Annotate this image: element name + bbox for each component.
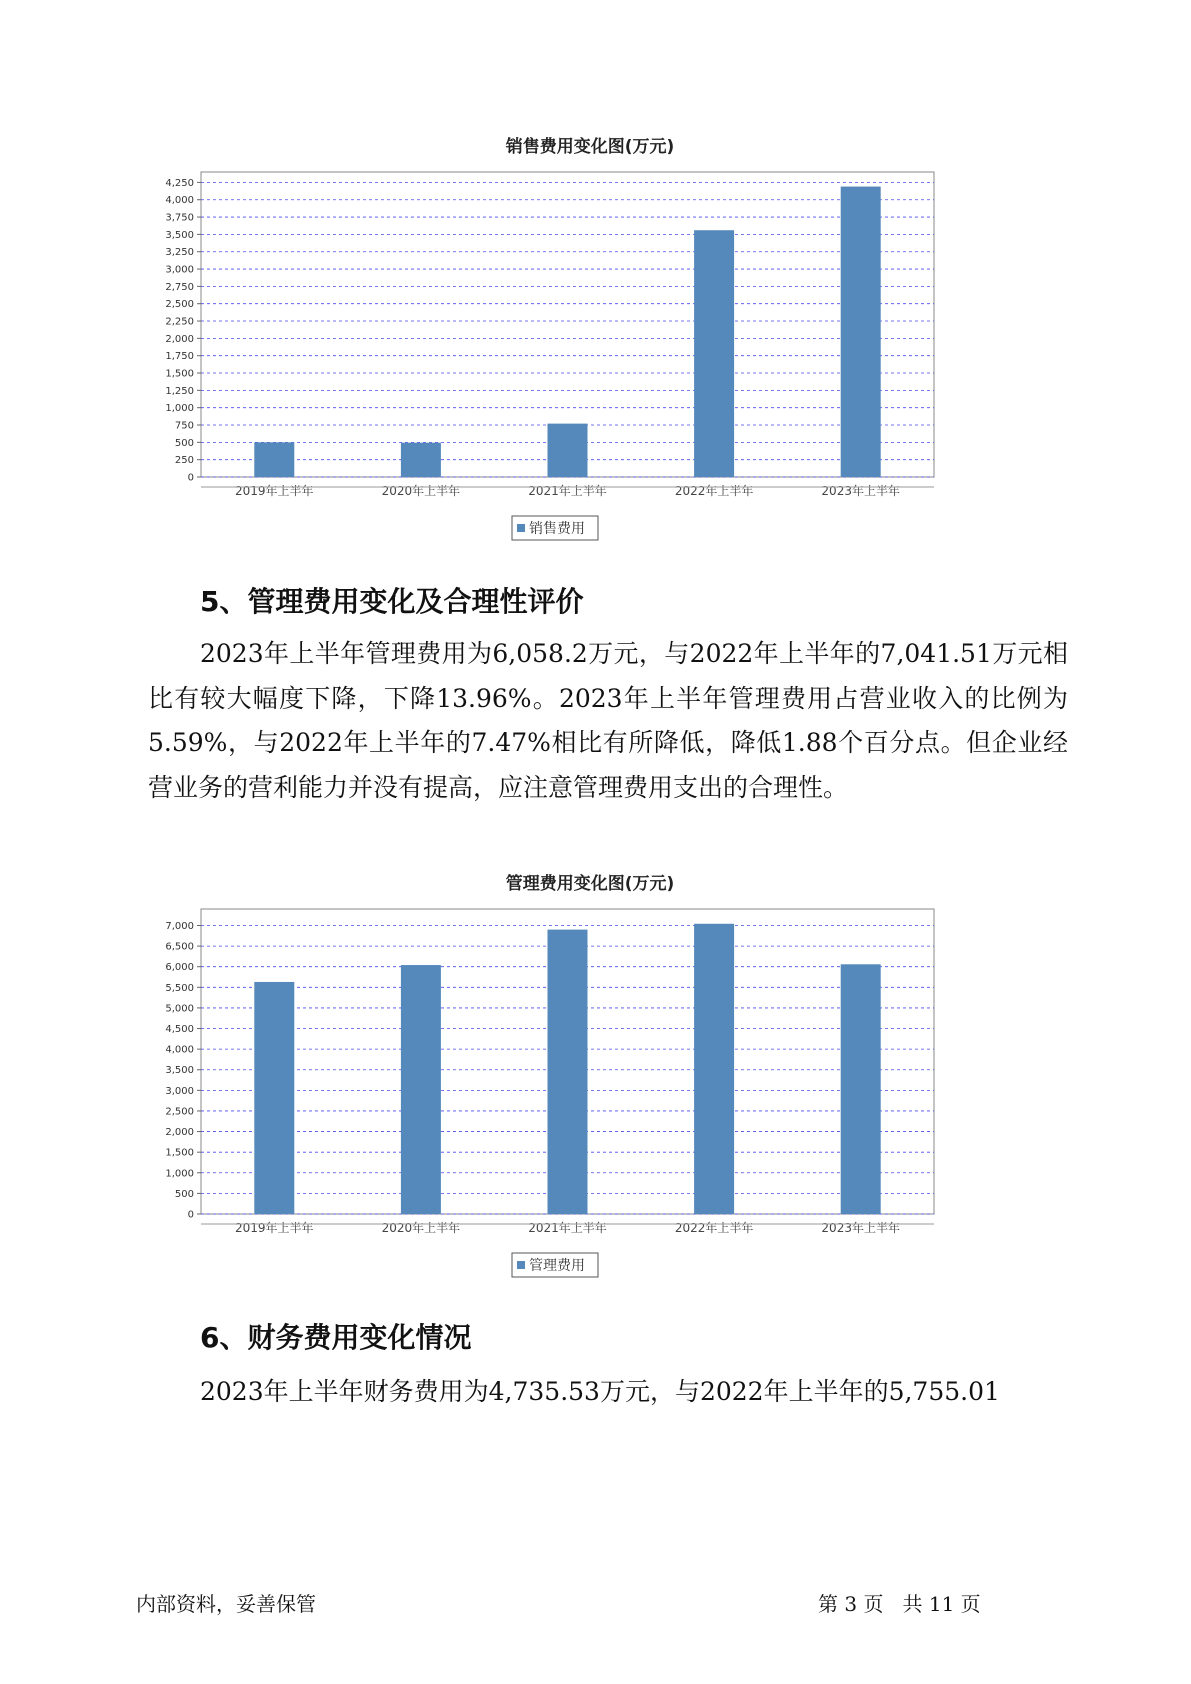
x-tick-label: 2023年上半年 <box>821 484 900 498</box>
y-tick-label: 4,250 <box>165 177 194 189</box>
paragraph-5-text: 2023年上半年管理费用为6,058.2万元，与2022年上半年的7,041.51万元相比有较大幅度下降，下降13.96%。2023年上半年管理费用占营业收入的比例为5.59%，与2022年上半年的7.47%相比有所降低，降低1.88个百分点。但企业经营业务的营利能力并没有提高，应注意管理费用支出的合理性。 <box>148 639 1068 802</box>
chart-title: 管理费用变化图(万元) <box>505 874 675 894</box>
y-tick-label: 1,500 <box>165 368 194 380</box>
y-tick-label: 1,000 <box>165 403 194 415</box>
y-tick-label: 1,750 <box>165 351 194 363</box>
chart-title: 销售费用变化图(万元) <box>505 137 675 157</box>
section-heading-6: 6、财务费用变化情况 <box>200 1321 472 1354</box>
legend-swatch <box>517 1261 525 1269</box>
y-tick-label: 3,500 <box>165 229 194 241</box>
legend-swatch <box>517 524 525 532</box>
x-tick-label: 2022年上半年 <box>674 1221 754 1235</box>
x-tick-label: 2023年上半年 <box>821 1221 900 1235</box>
bar <box>841 187 881 477</box>
y-tick-label: 3,750 <box>165 212 194 224</box>
y-tick-label: 6,500 <box>165 941 194 953</box>
y-tick-label: 0 <box>187 1209 194 1221</box>
y-tick-label: 5,500 <box>165 982 194 994</box>
x-tick-label: 2022年上半年 <box>674 484 754 498</box>
y-tick-label: 500 <box>174 1188 194 1200</box>
x-tick-label: 2020年上半年 <box>381 1221 461 1235</box>
y-tick-label: 7,000 <box>165 920 194 932</box>
y-tick-label: 5,000 <box>165 1003 194 1015</box>
y-tick-label: 1,250 <box>165 385 194 397</box>
y-tick-label: 250 <box>174 455 194 467</box>
bar <box>254 982 294 1214</box>
y-tick-label: 1,000 <box>165 1168 194 1180</box>
y-tick-label: 750 <box>174 420 194 432</box>
x-tick-label: 2019年上半年 <box>235 484 314 498</box>
y-tick-label: 4,500 <box>165 1024 194 1036</box>
y-tick-label: 1,500 <box>165 1147 194 1159</box>
y-tick-label: 3,000 <box>165 264 194 276</box>
bar <box>548 424 588 477</box>
x-tick-label: 2021年上半年 <box>528 484 607 498</box>
y-tick-label: 2,250 <box>165 316 194 328</box>
y-tick-label: 2,000 <box>165 1127 194 1139</box>
bar <box>694 924 734 1214</box>
bar <box>694 230 734 477</box>
paragraph-6 <box>148 1370 1068 1415</box>
y-tick-label: 2,500 <box>165 1106 194 1118</box>
admin-expense-chart-svg <box>140 867 1040 1287</box>
bar <box>401 965 441 1214</box>
y-tick-label: 3,000 <box>165 1085 194 1097</box>
x-tick-label: 2021年上半年 <box>528 1221 607 1235</box>
y-tick-label: 500 <box>174 437 194 449</box>
y-tick-label: 2,000 <box>165 333 194 345</box>
y-tick-label: 3,250 <box>165 247 194 259</box>
paragraph-5 <box>148 632 1068 810</box>
section-heading-5: 5、管理费用变化及合理性评价 <box>200 585 584 618</box>
y-tick-label: 3,500 <box>165 1065 194 1077</box>
bar <box>548 930 588 1214</box>
admin-expense-chart <box>140 867 1040 1287</box>
legend-label: 管理费用 <box>529 1258 585 1274</box>
sales-expense-chart <box>140 130 1040 550</box>
footer-page-number: 第 3 页 共 11 页 <box>818 1592 981 1616</box>
y-tick-label: 0 <box>187 472 194 484</box>
bar <box>401 443 441 477</box>
footer-left: 内部资料，妥善保管 <box>136 1592 316 1616</box>
bar <box>254 442 294 477</box>
y-tick-label: 2,750 <box>165 281 194 293</box>
y-tick-label: 4,000 <box>165 195 194 207</box>
x-tick-label: 2020年上半年 <box>381 484 461 498</box>
legend-label: 销售费用 <box>529 521 585 537</box>
y-tick-label: 2,500 <box>165 299 194 311</box>
paragraph-6-text: 2023年上半年财务费用为4,735.53万元，与2022年上半年的5,755.01 <box>200 1377 1000 1406</box>
sales-expense-chart-svg <box>140 130 1040 550</box>
y-tick-label: 4,000 <box>165 1044 194 1056</box>
bar <box>841 964 881 1214</box>
x-tick-label: 2019年上半年 <box>235 1221 314 1235</box>
y-tick-label: 6,000 <box>165 962 194 974</box>
